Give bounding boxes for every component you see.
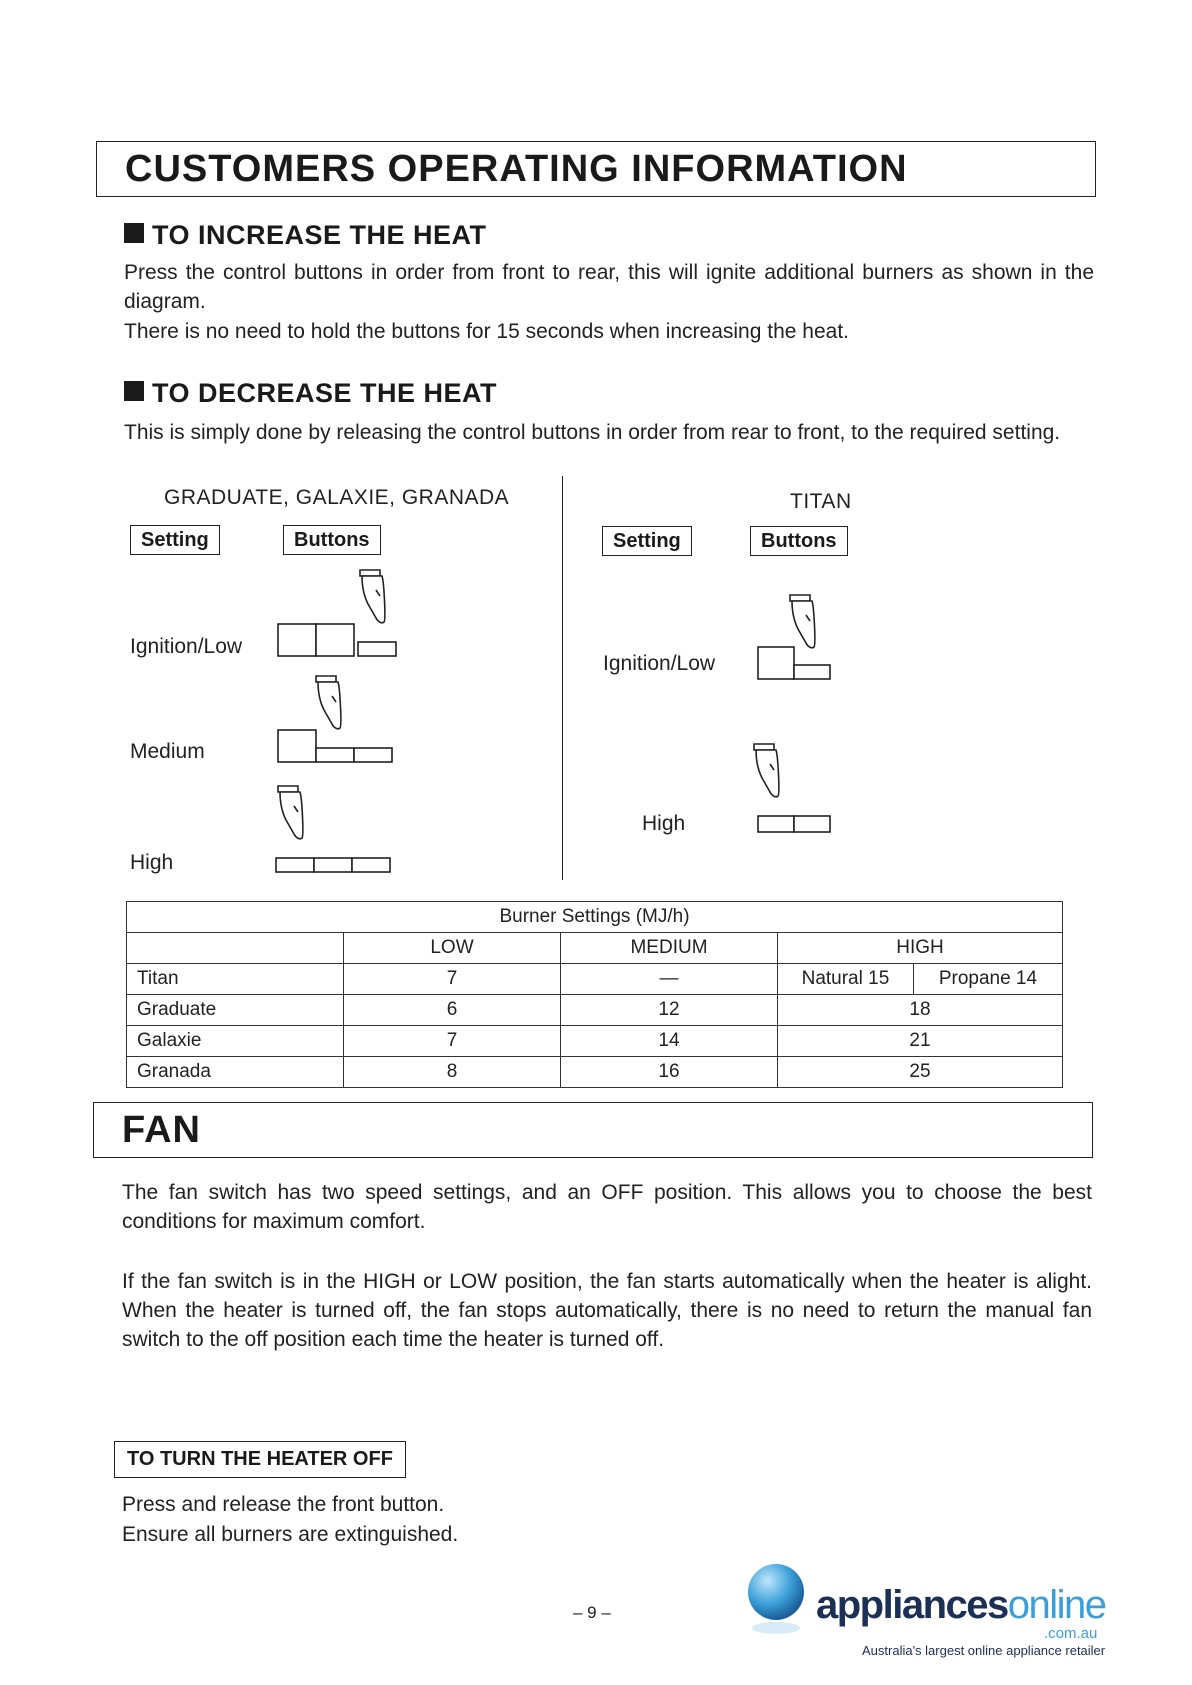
- table-cell-low: 7: [344, 1026, 561, 1057]
- diagram-right-row-ignition: Ignition/Low: [603, 652, 716, 675]
- control-button-icon: [794, 665, 830, 679]
- table-cell-low: 6: [344, 995, 561, 1026]
- turn-off-text-1: Press and release the front button.: [122, 1493, 445, 1516]
- pointing-hand-icon: [790, 595, 815, 648]
- diagram-left-title: GRADUATE, GALAXIE, GRANADA: [164, 486, 510, 509]
- logo-word-light: online: [1007, 1583, 1106, 1627]
- bullet-square-icon: [124, 381, 144, 401]
- table-cell-high: 18: [778, 995, 1063, 1026]
- table-header-high: HIGH: [778, 933, 1063, 964]
- turn-off-heading: TO TURN THE HEATER OFF: [114, 1441, 406, 1478]
- bullet-square-icon: [124, 223, 144, 243]
- table-header-blank: [127, 933, 344, 964]
- buttons-left-ignition: [270, 560, 410, 680]
- buttons-left-high: [270, 782, 410, 892]
- control-button-icon: [358, 642, 396, 656]
- table-cell-medium: 16: [561, 1057, 778, 1088]
- table-cell-low: 7: [344, 964, 561, 995]
- logo-tagline: Australia's largest online appliance retailer: [862, 1643, 1106, 1658]
- table-header-medium: MEDIUM: [561, 933, 778, 964]
- increase-text-1: Press the control buttons in order from front to rear, this will ignite additional burners as shown in the diagram.: [124, 261, 1094, 313]
- pointing-hand-icon: [278, 786, 303, 839]
- table-cell-medium: —: [561, 964, 778, 995]
- buttons-left-medium: [270, 672, 410, 782]
- table-cell-high-propane: Propane 14: [913, 964, 1062, 995]
- logo-word-main: appliances: [816, 1583, 1008, 1627]
- table-cell-high: 25: [778, 1057, 1063, 1088]
- fan-title: FAN: [122, 1109, 201, 1151]
- table-cell-medium: 12: [561, 995, 778, 1026]
- table-header-low: LOW: [344, 933, 561, 964]
- logo-wordmark: [816, 1583, 1106, 1628]
- control-button-icon: [314, 858, 352, 872]
- control-button-icon: [316, 748, 354, 762]
- diagram-left-row-high: High: [130, 851, 174, 874]
- diagram-left-row-ignition: Ignition/Low: [130, 635, 243, 658]
- diagram-right-buttons-label: Buttons: [750, 526, 848, 556]
- page-number: – 9 –: [573, 1603, 611, 1622]
- decrease-heading-text: TO DECREASE THE HEAT: [152, 378, 498, 408]
- decrease-text: This is simply done by releasing the control buttons in order from rear to front, to the required setting.: [124, 421, 1061, 444]
- increase-heading: [124, 220, 487, 251]
- increase-heading-text: TO INCREASE THE HEAT: [152, 220, 487, 250]
- decrease-heading: [124, 378, 497, 409]
- table-title: Burner Settings (MJ/h): [127, 902, 1063, 933]
- increase-text-2: There is no need to hold the buttons for 15 seconds when increasing the heat.: [124, 320, 849, 343]
- control-button-icon: [354, 748, 392, 762]
- diagram-left-setting-label: Setting: [130, 525, 220, 555]
- diagram-left-buttons-label: Buttons: [283, 525, 381, 555]
- pointing-hand-icon: [316, 676, 341, 729]
- table-cell-high: 21: [778, 1026, 1063, 1057]
- logo-domain: .com.au: [1044, 1625, 1098, 1642]
- table-row: [127, 902, 1063, 933]
- control-button-icon: [758, 816, 794, 832]
- pointing-hand-icon: [754, 744, 779, 797]
- control-button-icon: [758, 647, 794, 679]
- burner-settings-table: [126, 901, 1063, 1088]
- table-row: [127, 1026, 1063, 1057]
- control-button-icon: [794, 816, 830, 832]
- diagram-left-row-medium: Medium: [130, 740, 205, 763]
- table-row: [127, 1057, 1063, 1088]
- fan-title-box: [93, 1102, 1093, 1158]
- diagram-right-title: TITAN: [790, 490, 852, 513]
- buttons-right-high: [752, 738, 862, 848]
- diagram-right-setting-label: Setting: [602, 526, 692, 556]
- table-cell-low: 8: [344, 1057, 561, 1088]
- table-cell-name: Granada: [127, 1057, 344, 1088]
- control-button-icon: [276, 858, 314, 872]
- table-row: [127, 964, 1063, 995]
- control-button-icon: [316, 624, 354, 656]
- fan-text-1: The fan switch has two speed settings, and an OFF position. This allows you to choose the best conditions for maximum comfort.: [122, 1181, 1092, 1233]
- control-button-icon: [352, 858, 390, 872]
- control-button-icon: [278, 624, 316, 656]
- table-cell-name: Galaxie: [127, 1026, 344, 1057]
- pointing-hand-icon: [360, 570, 385, 623]
- table-cell-high-natural: Natural 15: [778, 964, 914, 995]
- logo-sphere-icon: [746, 1562, 810, 1642]
- fan-text-2: If the fan switch is in the HIGH or LOW position, the fan starts automatically when the heater is alight. When the heater is turned off, the fan stops automatically, there is no need to return the manual fan switch to the off position each time the heater is turned off.: [122, 1270, 1092, 1351]
- diagram-divider: [562, 476, 563, 880]
- turn-off-text-2: Ensure all burners are extinguished.: [122, 1523, 459, 1546]
- table-cell-medium: 14: [561, 1026, 778, 1057]
- table-cell-name: Titan: [127, 964, 344, 995]
- control-button-icon: [278, 730, 316, 762]
- table-row: [127, 995, 1063, 1026]
- table-cell-name: Graduate: [127, 995, 344, 1026]
- diagram-right-row-high: High: [642, 812, 686, 835]
- table-row: [127, 933, 1063, 964]
- page-title: CUSTOMERS OPERATING INFORMATION: [125, 148, 908, 190]
- buttons-right-ignition: [752, 585, 862, 695]
- page-title-box: [96, 141, 1096, 197]
